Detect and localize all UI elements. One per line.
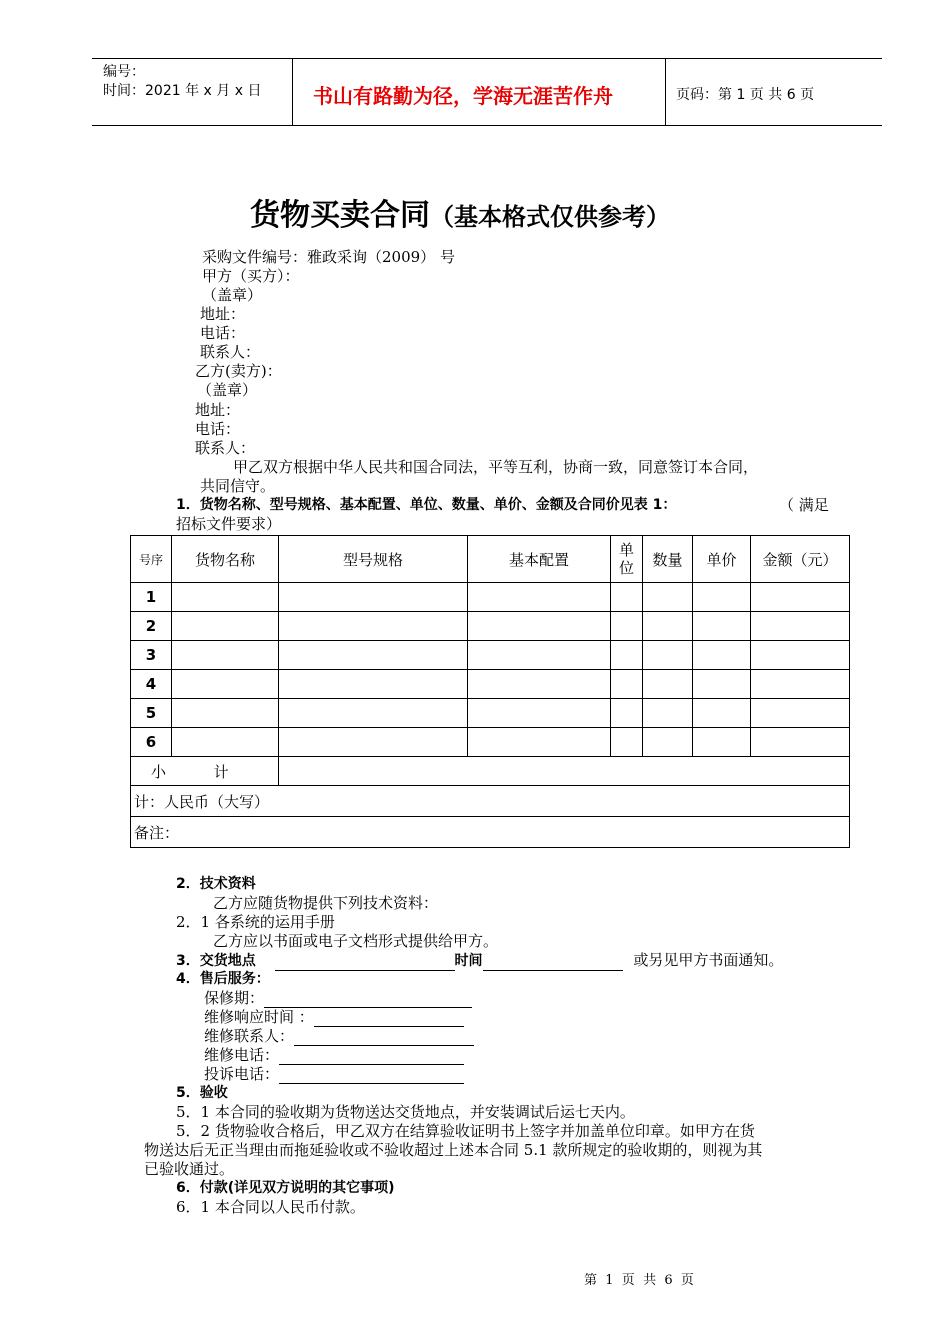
section2-line-2: 乙方应以书面或电子文档形式提供给甲方。 — [213, 932, 499, 950]
cell-unit[interactable] — [611, 699, 643, 728]
header-divider-left — [292, 58, 293, 126]
complaint-field[interactable] — [279, 1083, 464, 1084]
cell-unit[interactable] — [611, 612, 643, 641]
cell-name[interactable] — [172, 699, 279, 728]
doc-number-label: 编号： — [103, 64, 145, 80]
page-title — [250, 190, 670, 234]
buyer-phone: 电话： — [200, 324, 246, 342]
header-cell-name: 货物名称 — [172, 536, 279, 583]
header-cell-config: 基本配置 — [468, 536, 611, 583]
cell-price[interactable] — [693, 728, 751, 757]
cell-name[interactable] — [172, 670, 279, 699]
table-row — [131, 670, 850, 699]
cell-config[interactable] — [468, 670, 611, 699]
cell-quantity[interactable] — [643, 612, 693, 641]
section6-item-1: 6．1 本合同以人民币付款。 — [176, 1198, 365, 1216]
cell-quantity[interactable] — [643, 699, 693, 728]
title-main: 货物买卖合同 — [250, 198, 430, 233]
cell-name[interactable] — [172, 641, 279, 670]
intro-line-1: 甲乙双方根据中华人民共和国合同法，平等互利，协商一致，同意签订本合同， — [233, 458, 759, 476]
cell-quantity[interactable] — [643, 641, 693, 670]
cell-amount[interactable] — [751, 583, 850, 612]
table-row — [131, 728, 850, 757]
cell-config[interactable] — [468, 728, 611, 757]
row-index: 4 — [131, 670, 172, 699]
seller-phone: 电话： — [195, 420, 241, 438]
buyer-address: 地址： — [200, 305, 246, 323]
service-phone-line — [204, 1046, 464, 1065]
header-motto: 书山有路勤为径，学海无涯苦作舟 — [313, 84, 613, 108]
cell-config[interactable] — [468, 612, 611, 641]
section4-heading: 4．售后服务： — [176, 971, 270, 987]
header-cell-amount: 金额（元） — [751, 536, 850, 583]
section2-heading: 2．技术资料 — [176, 876, 256, 892]
title-sub: （基本格式仅供参考） — [430, 203, 670, 231]
cell-price[interactable] — [693, 641, 751, 670]
service-contact-line — [204, 1027, 474, 1046]
page-footer: 第 1 页 共 6 页 — [584, 1273, 694, 1288]
delivery-place-field[interactable] — [275, 970, 455, 971]
subtotal-value[interactable] — [279, 757, 850, 786]
row-index: 2 — [131, 612, 172, 641]
cell-name[interactable] — [172, 728, 279, 757]
cell-quantity[interactable] — [643, 583, 693, 612]
row-index: 3 — [131, 641, 172, 670]
cell-model[interactable] — [279, 612, 468, 641]
cell-amount[interactable] — [751, 699, 850, 728]
section3-tail: 或另见甲方书面通知。 — [633, 951, 784, 969]
cell-unit[interactable] — [611, 641, 643, 670]
table-row — [131, 699, 850, 728]
seller-contact: 联系人： — [195, 439, 256, 457]
cell-unit[interactable] — [611, 583, 643, 612]
table-row — [131, 583, 850, 612]
table-row — [131, 641, 850, 670]
section1-note-2: 招标文件要求） — [176, 515, 282, 533]
cell-amount[interactable] — [751, 728, 850, 757]
cell-config[interactable] — [468, 641, 611, 670]
subtotal-label: 小 计 — [131, 757, 279, 786]
section6-heading: 6．付款(详见双方说明的其它事项) — [176, 1180, 395, 1196]
seller-label: 乙方(卖方)： — [195, 362, 282, 380]
section5-heading: 5．验收 — [176, 1085, 228, 1101]
cell-config[interactable] — [468, 583, 611, 612]
seller-seal: （盖章） — [197, 381, 258, 399]
buyer-label: 甲方（买方）： — [202, 267, 300, 285]
cell-quantity[interactable] — [643, 670, 693, 699]
section2-line-1: 乙方应随货物提供下列技术资料： — [213, 894, 439, 912]
cell-price[interactable] — [693, 670, 751, 699]
header-divider-right — [665, 58, 666, 126]
cell-model[interactable] — [279, 728, 468, 757]
cell-amount[interactable] — [751, 612, 850, 641]
procurement-number: 采购文件编号：雅政采询（2009） 号 — [202, 248, 455, 266]
cell-model[interactable] — [279, 699, 468, 728]
cell-model[interactable] — [279, 583, 468, 612]
cell-quantity[interactable] — [643, 728, 693, 757]
cell-model[interactable] — [279, 641, 468, 670]
header-cell-unit: 单位 — [611, 536, 643, 583]
cell-price[interactable] — [693, 612, 751, 641]
section5-item-1: 5．1 本合同的验收期为货物送达交货地点，并安装调试后运七天内。 — [176, 1103, 635, 1121]
remark-row — [131, 817, 850, 848]
cell-config[interactable] — [468, 699, 611, 728]
cell-name[interactable] — [172, 583, 279, 612]
cell-price[interactable] — [693, 699, 751, 728]
service-contact-label: 维修联系人： — [204, 1027, 295, 1045]
row-index: 5 — [131, 699, 172, 728]
response-label: 维修响应时间 ： — [204, 1008, 314, 1026]
section2-item: 2．1 各系统的运用手册 — [176, 913, 335, 931]
row-index: 1 — [131, 583, 172, 612]
cell-model[interactable] — [279, 670, 468, 699]
buyer-seal: （盖章） — [202, 286, 263, 304]
section5-item-2-line-3: 已验收通过。 — [144, 1160, 235, 1178]
header-cell-quantity: 数量 — [643, 536, 693, 583]
section5-item-2-line-1: 5．2 货物验收合格后，甲乙双方在结算验收证明书上签字并加盖单位印章。如甲方在货 — [176, 1122, 755, 1140]
remark-label: 备注： — [131, 817, 850, 848]
section1-heading: 1．货物名称、型号规格、基本配置、单位、数量、单价、金额及合同价见表 1： — [176, 497, 677, 513]
response-line — [204, 1008, 464, 1027]
doc-time-label: 时间：2021 年 x 月 x 日 — [103, 83, 262, 99]
delivery-time-label: 时间 — [454, 953, 483, 969]
intro-line-2: 共同信守。 — [200, 477, 276, 495]
header-cell-model: 型号规格 — [279, 536, 468, 583]
subtotal-row — [131, 757, 850, 786]
section3-heading: 3．交货地点 — [176, 953, 256, 969]
cell-unit[interactable] — [611, 670, 643, 699]
cell-amount[interactable] — [751, 670, 850, 699]
row-index: 6 — [131, 728, 172, 757]
complaint-line — [204, 1065, 464, 1084]
goods-table — [130, 535, 850, 848]
total-label: 计：人民币（大写） — [131, 786, 850, 817]
cell-amount[interactable] — [751, 641, 850, 670]
section3-line — [176, 951, 783, 971]
header-bottom-rule — [92, 125, 882, 126]
header-cell-index: 号序 — [131, 536, 172, 583]
delivery-time-field[interactable] — [483, 970, 623, 971]
total-row — [131, 786, 850, 817]
table-row — [131, 612, 850, 641]
cell-price[interactable] — [693, 583, 751, 612]
table-header-row — [131, 536, 850, 583]
section5-item-2-line-2: 物送达后无正当理由而拖延验收或不验收超过上述本合同 5.1 款所规定的验收期的，则视为其 — [144, 1141, 763, 1159]
seller-address: 地址： — [195, 401, 241, 419]
service-phone-label: 维修电话： — [204, 1046, 280, 1064]
cell-name[interactable] — [172, 612, 279, 641]
page-indicator: 页码：第 1 页 共 6 页 — [676, 87, 815, 103]
complaint-label: 投诉电话： — [204, 1065, 280, 1083]
section1-note-1: （ 满足 — [779, 496, 829, 514]
header-top-rule — [92, 58, 882, 59]
header-cell-price: 单价 — [693, 536, 751, 583]
warranty-line — [204, 989, 472, 1008]
warranty-label: 保修期： — [204, 989, 265, 1007]
cell-unit[interactable] — [611, 728, 643, 757]
buyer-contact: 联系人： — [200, 343, 261, 361]
